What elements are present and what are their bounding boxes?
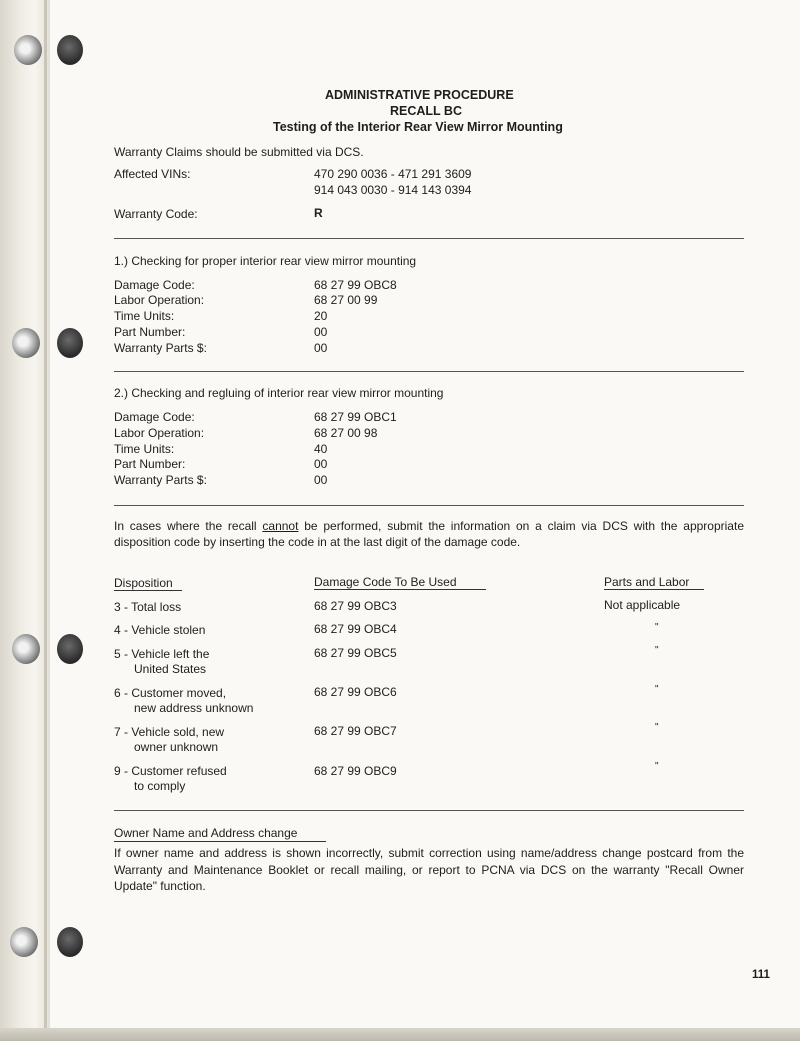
- page-edge: [44, 0, 47, 1030]
- field-value: 00: [314, 341, 328, 355]
- disposition-cell: 5 - Vehicle left the: [114, 647, 210, 661]
- section-divider: [114, 238, 744, 239]
- column-header-damage-code: Damage Code To Be Used: [314, 575, 457, 589]
- field-label: Damage Code:: [114, 278, 195, 292]
- field-value: 00: [314, 457, 328, 471]
- disposition-cell: 3 - Total loss: [114, 600, 182, 614]
- field-value: 68 27 00 98: [314, 426, 378, 440]
- field-value: 00: [314, 473, 328, 487]
- submit-note: Warranty Claims should be submitted via DCS.: [114, 145, 364, 159]
- page-number: 111: [752, 969, 770, 981]
- operation-heading: 1.) Checking for proper interior rear view mirror mounting: [114, 254, 417, 268]
- field-label: Warranty Parts $:: [114, 341, 207, 355]
- disposition-cell-continued: new address unknown: [134, 701, 254, 715]
- field-label: Part Number:: [114, 457, 186, 471]
- warranty-code-label: Warranty Code:: [114, 207, 198, 221]
- operation-heading: 2.) Checking and regluing of interior rear view mirror mounting: [114, 386, 444, 400]
- recall-not-performed-note: [114, 518, 744, 550]
- note-text: be performed, submit the information on a claim via DCS with the appropriate disposition code by inserting the code in at the last digit of the damage code.: [114, 519, 744, 549]
- damage-code-cell: 68 27 99 OBC4: [314, 622, 397, 636]
- field-label: Part Number:: [114, 325, 186, 339]
- punch-hole-icon: [57, 328, 83, 358]
- page-title: ADMINISTRATIVE PROCEDURE: [325, 88, 514, 102]
- ditto-mark: ": [655, 684, 659, 695]
- header-underline: [314, 589, 486, 590]
- field-label: Time Units:: [114, 442, 175, 456]
- column-header-parts-labor: Parts and Labor: [604, 575, 690, 589]
- field-value: 68 27 99 OBC8: [314, 278, 397, 292]
- header-underline: [604, 589, 704, 590]
- warranty-code-value: R: [314, 206, 323, 220]
- section-divider: [114, 810, 744, 811]
- affected-vin-range: 914 043 0030 - 914 143 0394: [314, 183, 472, 197]
- punch-hole-icon: [57, 35, 83, 65]
- field-value: 40: [314, 442, 328, 456]
- binder-ring-icon: [12, 634, 40, 664]
- ditto-mark: ": [655, 645, 659, 656]
- field-label: Warranty Parts $:: [114, 473, 207, 487]
- field-label: Time Units:: [114, 309, 175, 323]
- ditto-mark: ": [655, 722, 659, 733]
- affected-vins-label: Affected VINs:: [114, 167, 191, 181]
- field-value: 20: [314, 309, 328, 323]
- disposition-cell: 7 - Vehicle sold, new: [114, 725, 225, 739]
- field-label: Damage Code:: [114, 410, 195, 424]
- note-emphasis: cannot: [262, 519, 299, 533]
- disposition-cell: 4 - Vehicle stolen: [114, 623, 206, 637]
- disposition-cell: 9 - Customer refused: [114, 764, 227, 778]
- heading-underline: [114, 841, 326, 842]
- owner-change-text: If owner name and address is shown incorrectly, submit correction using name/address change postcard from the Warranty and Maintenance Booklet or recall mailing, or report to PCNA via DCS on the warranty "Recall Owner Update" function.: [114, 846, 744, 893]
- field-value: 68 27 00 99: [314, 293, 378, 307]
- field-value: 00: [314, 325, 328, 339]
- header-underline: [114, 590, 182, 591]
- damage-code-cell: 68 27 99 OBC5: [314, 646, 397, 660]
- disposition-cell-continued: owner unknown: [134, 740, 219, 754]
- recall-code: RECALL BC: [390, 104, 462, 118]
- binder-ring-icon: [14, 35, 42, 65]
- damage-code-cell: 68 27 99 OBC9: [314, 764, 397, 778]
- disposition-cell-continued: United States: [134, 662, 207, 676]
- page-bottom-edge: [0, 1028, 800, 1041]
- disposition-cell-continued: to comply: [134, 779, 186, 793]
- ditto-mark: ": [655, 761, 659, 772]
- punch-hole-icon: [57, 634, 83, 664]
- section-divider: [114, 505, 744, 506]
- field-label: Labor Operation:: [114, 426, 205, 440]
- ditto-mark: ": [655, 622, 659, 633]
- field-value: 68 27 99 OBC1: [314, 410, 397, 424]
- damage-code-cell: 68 27 99 OBC7: [314, 724, 397, 738]
- parts-labor-cell: Not applicable: [604, 598, 681, 612]
- damage-code-cell: 68 27 99 OBC3: [314, 599, 397, 613]
- binder-ring-icon: [12, 328, 40, 358]
- column-header-disposition: Disposition: [114, 576, 173, 590]
- owner-change-heading: Owner Name and Address change: [114, 826, 298, 840]
- field-label: Labor Operation:: [114, 293, 205, 307]
- note-text: In cases where the recall: [114, 519, 263, 533]
- disposition-cell: 6 - Customer moved,: [114, 686, 227, 700]
- damage-code-cell: 68 27 99 OBC6: [314, 685, 397, 699]
- binder-spine: [0, 0, 50, 1041]
- binder-ring-icon: [10, 927, 38, 957]
- page-subtitle: Testing of the Interior Rear View Mirror Mounting: [273, 120, 563, 134]
- section-divider: [114, 371, 744, 372]
- affected-vin-range: 470 290 0036 - 471 291 3609: [314, 167, 472, 181]
- punch-hole-icon: [57, 927, 83, 957]
